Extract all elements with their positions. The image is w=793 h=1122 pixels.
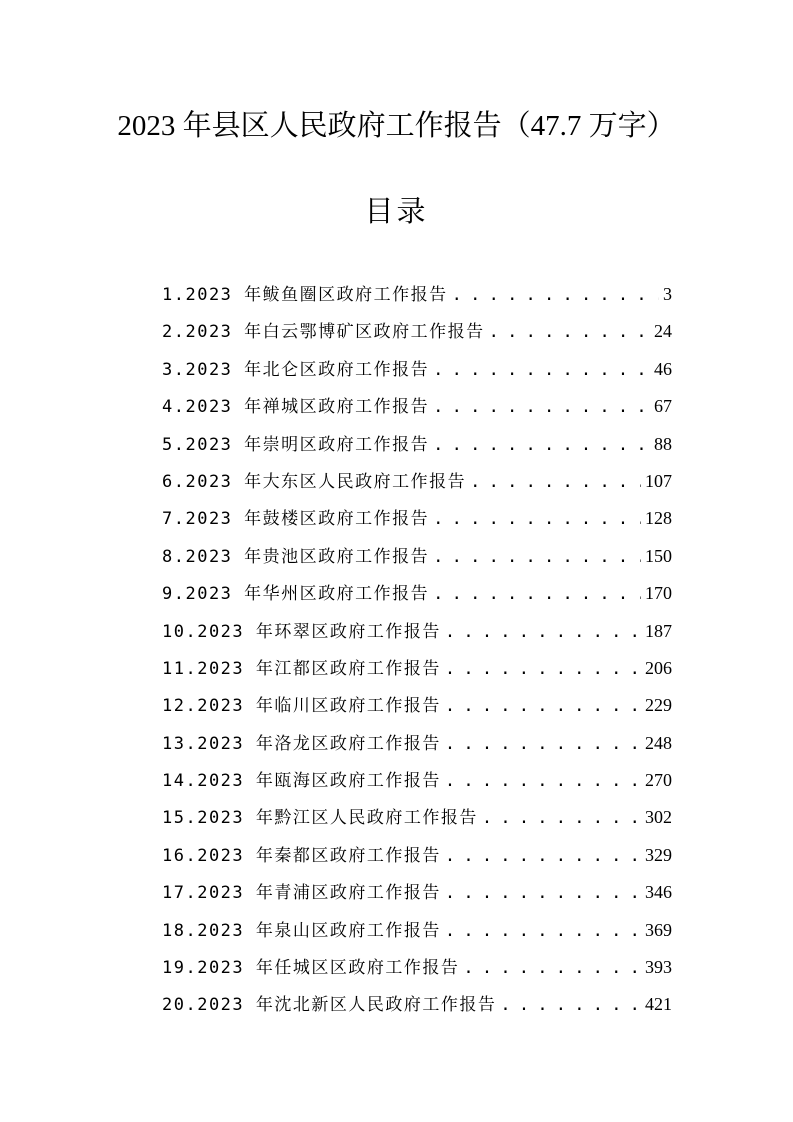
toc-entry-title: 6.2023 年大东区人民政府工作报告	[162, 471, 467, 492]
toc-entry[interactable]	[162, 989, 672, 1026]
dot-leader	[433, 355, 650, 385]
toc-entry[interactable]	[162, 503, 672, 540]
toc-entry-page: 421	[645, 994, 672, 1015]
toc-entry-title: 15.2023 年黔江区人民政府工作报告	[162, 808, 478, 829]
toc-entry-page: 107	[645, 470, 672, 491]
dot-leader	[433, 542, 641, 572]
dot-leader	[500, 990, 641, 1020]
toc-entry[interactable]	[162, 391, 672, 428]
toc-entry-page: 46	[654, 358, 672, 379]
toc-entry-title: 1.2023 年鲅鱼圈区政府工作报告	[162, 285, 448, 305]
toc-entry-title: 20.2023 年沈北新区人民政府工作报告	[162, 995, 497, 1016]
toc-entry-title: 8.2023 年贵池区政府工作报告	[162, 546, 430, 567]
toc-entry[interactable]	[162, 653, 672, 690]
dot-leader	[463, 953, 641, 983]
toc-entry-page: 346	[645, 882, 672, 903]
toc-entry-title: 2.2023 年白云鄂博矿区政府工作报告	[162, 322, 485, 343]
toc-entry-page: 369	[645, 919, 672, 940]
toc-entry[interactable]	[162, 616, 672, 653]
toc-entry-page: 270	[645, 770, 672, 791]
toc-entry[interactable]	[162, 279, 672, 316]
toc-entry-page: 88	[654, 433, 672, 454]
dot-leader	[489, 317, 650, 347]
toc-entry-page: 393	[645, 957, 672, 978]
toc-entry-page: 206	[645, 657, 672, 678]
toc-entry[interactable]	[162, 952, 672, 989]
toc-entry[interactable]	[162, 541, 672, 578]
toc-entry-page: 150	[645, 545, 672, 566]
dot-leader	[445, 691, 641, 721]
dot-leader	[433, 430, 650, 460]
toc-entry-title: 12.2023 年临川区政府工作报告	[162, 696, 441, 717]
toc-heading: 目录	[364, 196, 429, 228]
toc-entry-title: 17.2023 年青浦区政府工作报告	[162, 883, 441, 904]
toc-entry-title: 5.2023 年崇明区政府工作报告	[162, 434, 430, 455]
toc-entry-title: 19.2023 年任城区区政府工作报告	[162, 958, 460, 979]
dot-leader	[482, 803, 641, 833]
dot-leader	[445, 654, 641, 684]
toc-entry-title: 9.2023 年华州区政府工作报告	[162, 584, 430, 605]
dot-leader	[445, 617, 641, 647]
toc-entry[interactable]	[162, 728, 672, 765]
toc-entry[interactable]	[162, 354, 672, 391]
toc-entry-title: 11.2023 年江都区政府工作报告	[162, 658, 441, 679]
dot-leader	[445, 729, 641, 759]
dot-leader	[433, 579, 641, 609]
toc-entry-title: 3.2023 年北仑区政府工作报告	[162, 359, 430, 380]
toc-entry-page: 3	[663, 284, 672, 304]
dot-leader	[445, 766, 641, 796]
toc-entry-page: 24	[654, 321, 672, 342]
toc-entry[interactable]	[162, 466, 672, 503]
toc-entry-title: 13.2023 年洛龙区政府工作报告	[162, 733, 441, 754]
toc-entry[interactable]	[162, 690, 672, 727]
toc-entry-title: 16.2023 年秦都区政府工作报告	[162, 845, 441, 866]
toc-entry-page: 170	[645, 583, 672, 604]
dot-leader	[433, 504, 641, 534]
dot-leader	[452, 280, 659, 310]
toc-entry-page: 67	[654, 396, 672, 417]
toc-entry[interactable]	[162, 802, 672, 839]
dot-leader	[445, 916, 641, 946]
toc-entry[interactable]	[162, 578, 672, 615]
dot-leader	[445, 841, 641, 871]
toc-entry-page: 128	[645, 508, 672, 529]
toc-entry-title: 7.2023 年鼓楼区政府工作报告	[162, 509, 430, 530]
toc-entry-title: 10.2023 年环翠区政府工作报告	[162, 621, 441, 642]
dot-leader	[433, 392, 650, 422]
toc-entry-page: 302	[645, 807, 672, 828]
toc-entry-page: 229	[645, 695, 672, 716]
toc-entry[interactable]	[162, 915, 672, 952]
table-of-contents	[162, 279, 672, 1027]
toc-entry-page: 187	[645, 620, 672, 641]
toc-entry-title: 4.2023 年禅城区政府工作报告	[162, 397, 430, 418]
toc-entry[interactable]	[162, 316, 672, 353]
toc-entry-page: 329	[645, 844, 672, 865]
toc-entry-page: 248	[645, 732, 672, 753]
toc-entry[interactable]	[162, 877, 672, 914]
toc-entry-title: 14.2023 年瓯海区政府工作报告	[162, 771, 441, 792]
toc-entry[interactable]	[162, 765, 672, 802]
dot-leader	[445, 878, 641, 908]
toc-entry[interactable]	[162, 429, 672, 466]
dot-leader	[470, 467, 641, 497]
document-title: 2023 年县区人民政府工作报告（47.7 万字）	[117, 110, 676, 142]
toc-entry-title: 18.2023 年泉山区政府工作报告	[162, 920, 441, 941]
toc-entry[interactable]	[162, 840, 672, 877]
